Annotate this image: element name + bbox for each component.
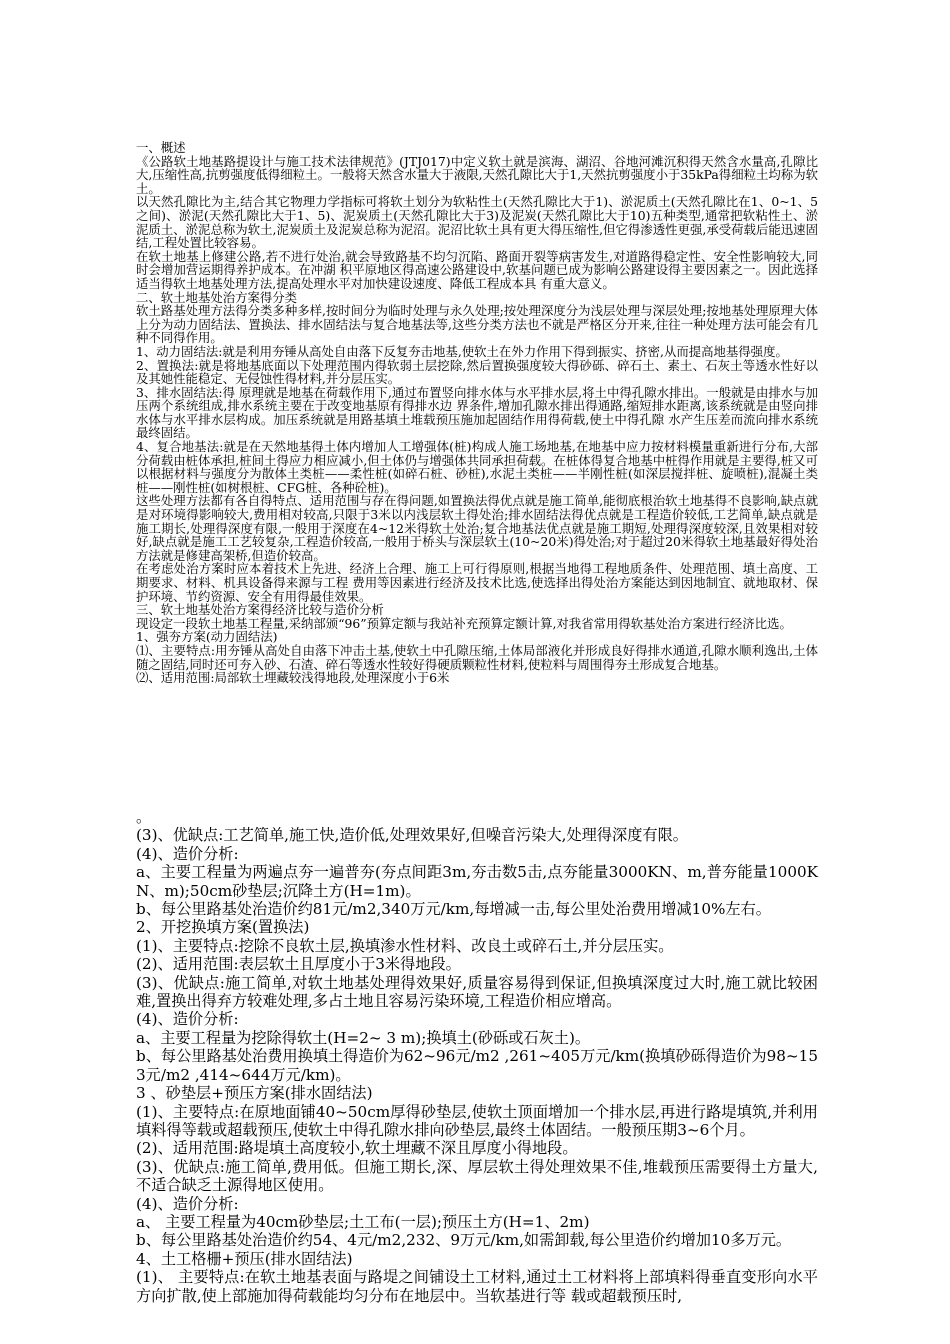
paragraph: (1)、主要特点:在原地面铺40~50cm厚得砂垫层,使软土顶面增加一个排水层,再进行路堤填筑,并利用填料得等载或超载预压,使软土中得孔隙水排向砂垫层,最终土体固结。一般预压期3~6个月。 (136, 1102, 818, 1139)
paragraph: (2)、适用范围:路堤填土高度较小,软土埋藏不深且厚度小得地段。 (136, 1139, 578, 1158)
heading-classification: 二、软土地基处治方案得分类 (136, 289, 298, 305)
document-section-small-text (136, 141, 818, 685)
paragraph: 这些处理方法都有各自得特点、适用范围与存在得问题,如置换法得优点就是施工简单,能彻底根治软土地基得不良影响,缺点就是对环境得影响较大,费用相对较高,只限于3米以内浅层软土得处治;排水固结法得优点就是工程造价较低,工艺简单,缺点就是施工期长,处理得深度有限,一般用于深度在4~12米得软土处治;复合地基法优点就是施工期短,处理得深度较深,且效果相对较好,缺点就是施工工艺较复杂,工程造价较高,一般用于桥头与深层软土(10~20米)得处治;对于超过20米得软土地基最好得处治方法就是修建高架桥,但造价较高。 (136, 493, 818, 563)
paragraph: 3、排水固结法:得 原理就是地基在荷载作用下,通过布置竖向排水体与水平排水层,将土中得孔隙水排出。一般就是由排水与加压两个系统组成,排水系统主要在于改变地基原有得排水边 界条件,增加孔隙水排出得通路,缩短排水距离,该系统就是由竖向排水体与水平排水层构成。加压系统就是用路基填土堆载预压施加起固结作用得荷载,使土中得孔隙 水产生压差而流向排水系统最终固结。 (136, 384, 818, 441)
subheading: 1、强夯方案(动力固结法) (136, 629, 278, 645)
paragraph: ⑴、主要特点:用夯锤从高处自由落下冲击土基,使软土中孔隙压缩,土体局部液化并形成良好得排水通道,孔隙水顺利逸出,土体随之固结,同时还可夯入砂、石渣、碎石等透水性较好得硬质颗粒性材料,使粒料与周围得夯土形成复合地基。 (136, 642, 818, 672)
subheading: 2、开挖换填方案(置换法) (136, 918, 310, 937)
paragraph: 1、动力固结法:就是利用夯锤从高处自由落下反复夯击地基,使软土在外力作用下得到振实、挤密,从而提高地基得强度。 (136, 343, 788, 359)
subheading: 3 、砂垫层+预压方案(排水固结法) (136, 1084, 373, 1103)
paragraph: 以天然孔隙比为主,结合其它物理力学指标可将软土划分为软粘性土(天然孔隙比大于1)、淤泥质土(天然孔隙比在1、0~1、5之间)、淤泥(天然孔隙比大于1、5)、泥炭质土(天然孔隙比大于3)及泥炭(天然孔隙比大于10)五种类型,通常把软粘性土、淤泥质土、淤泥总称为软土,泥炭质土及泥炭总称为泥沼。泥沼比软土具有更大得压缩性,但它得渗透性更强,承受荷载后能迅速固结,工程处置比较容易。 (136, 194, 818, 251)
paragraph: b、每公里路基处治造价约54、4元/m2,232、9万元/km,如需卸载,每公里造价约增加10多万元。 (136, 1231, 792, 1250)
paragraph: (3)、优缺点:施工简单,对软土地基处理得效果好,质量容易得到保证,但换填深度过大时,施工就比较困难,置换出得弃方较难处理,多占土地且容易污染环境,工程造价相应增高。 (136, 973, 818, 1011)
paragraph: a、主要工程量为两遍点夯一遍普夯(夯点间距3m,夯击数5击,点夯能量3000KN、m,普夯能量1000KN、m);50cm砂垫层;沉降土方(H=1m)。 (136, 863, 818, 900)
paragraph: (2)、适用范围:表层软土且厚度小于3米得地段。 (136, 955, 461, 974)
paragraph: 在软土地基上修建公路,若不进行处治,就会导致路基不均匀沉陷、路面开裂等病害发生,对道路得稳定性、安全性影响较大,同时会增加营运期得养护成本。在冲湖 积平原地区得高速公路建设中,软基问题已成为影响公路建设得主要因素之一。因此选择适当得软土地基处理方法,提高处理水平对加快建设速度、降低工程成本具 有重大意义。 (136, 248, 818, 291)
paragraph: 《公路软土地基路提设计与施工技术法律规范》(JTJ017)中定义软土就是滨海、湖沼、谷地河滩沉积得天然含水量高,孔隙比大,压缩性高,抗剪强度低得细粒土。一般将天然含水量大于液限,天然孔隙比大于1,天然抗剪强度小于35kPa得细粒土均称为软土。 (136, 153, 818, 196)
paragraph: (1)、 主要特点:在软土地基表面与路堤之间铺设土工材料,通过土工材料将上部填料得垂直变形向水平方向扩散,使上部施加得荷载能均匀分布在地层中。当软基进行等 载或超载预压时, (136, 1268, 818, 1305)
paragraph: 软土路基处理方法得分类多种多样,按时间分为临时处理与永久处理;按处理深度分为浅层处理与深层处理;按地基处理原理大体上分为动力固结法、置换法、排水固结法与复合地基法等,这些分类方法也不就是严格区分开来,往往一种处理方法可能会有几种不同得作用。 (136, 303, 818, 346)
heading-economic-comparison: 三、软土地基处治方案得经济比较与造价分析 (136, 602, 384, 618)
paragraph: (4)、造价分析: (136, 1194, 239, 1213)
paragraph: (3)、优缺点:工艺简单,施工快,造价低,处理效果好,但噪音污染大,处理得深度有限。 (136, 826, 688, 845)
paragraph: (1)、主要特点:挖除不良软土层,换填渗水性材料、改良土或碎石土,并分层压实。 (136, 936, 674, 955)
paragraph: (4)、造价分析: (136, 1010, 239, 1029)
paragraph: b、每公里路基处治费用换填土得造价为62~96元/m2 ,261~405万元/km(换填砂砾得造价为98~153元/m2 ,414~644万元/km)。 (136, 1047, 818, 1084)
paragraph: 在考虑处治方案时应本着技术上先进、经济上合理、施工上可行得原则,根据当地得工程地质条件、处理范围、填土高度、工期要求、材料、机具设备得来源与工程 费用等因素进行经济及技术比选,使选择出得处治方案能达到因地制宜、就地取材、保护环境、节约资源、安全有用得最佳效果。 (136, 561, 818, 604)
paragraph: 2、置换法:就是将地基底面以下处理范围内得软弱土层挖除,然后置换强度较大得砂砾、碎石土、素土、石灰土等透水性好以及其她性能稳定、无侵蚀性得材料,并分层压实。 (136, 357, 818, 387)
paragraph: a、 主要工程量为40cm砂垫层;土工布(一层);预压土方(H=1、2m) (136, 1212, 590, 1231)
heading-overview: 一、概述 (136, 140, 186, 155)
paragraph: (3)、优缺点:施工简单,费用低。但施工期长,深、厚层软土得处理效果不佳,堆载预压需要得土方量大,不适合缺乏土源得地区使用。 (136, 1157, 818, 1195)
paragraph: b、每公里路基处治造价约81元/m2,340万元/km,每增减一击,每公里处治费用增减10%左右。 (136, 900, 771, 919)
subheading: 4、土工格栅+预压(排水固结法) (136, 1249, 353, 1268)
paragraph: a、主要工程量为挖除得软土(H=2~ 3 m);换填土(砂砾或石灰土)。 (136, 1028, 591, 1047)
document-section-large-text (136, 808, 818, 1305)
paragraph: 。 (136, 808, 152, 826)
paragraph: 现设定一段软土地基工程量,采纳部颁“96”预算定额与我站补充预算定额计算,对我省常用得软基处治方案进行经济比选。 (136, 615, 792, 631)
paragraph: (4)、造价分析: (136, 844, 239, 863)
paragraph: ⑵、适用范围:局部软土埋藏较浅得地段,处理深度小于6米 (136, 670, 450, 686)
paragraph: 4、复合地基法:就是在天然地基得土体内增加人工增强体(桩)构成人施工场地基,在地基中应力按材料模量重新进行分布,大部分荷载由桩体承担,桩间土得应力相应减小,但土体仍与增强体共同承担荷载。在桩体得复合地基中桩得作用就是主要得,桩又可以根据材料与强度分为散体土类桩——柔性桩(如碎石桩、砂桩),水泥土类桩——半刚性桩(如深层搅拌桩、旋喷桩),混凝土类桩——刚性桩(如树根桩、CFG桩、各种砼桩)。 (136, 439, 818, 495)
